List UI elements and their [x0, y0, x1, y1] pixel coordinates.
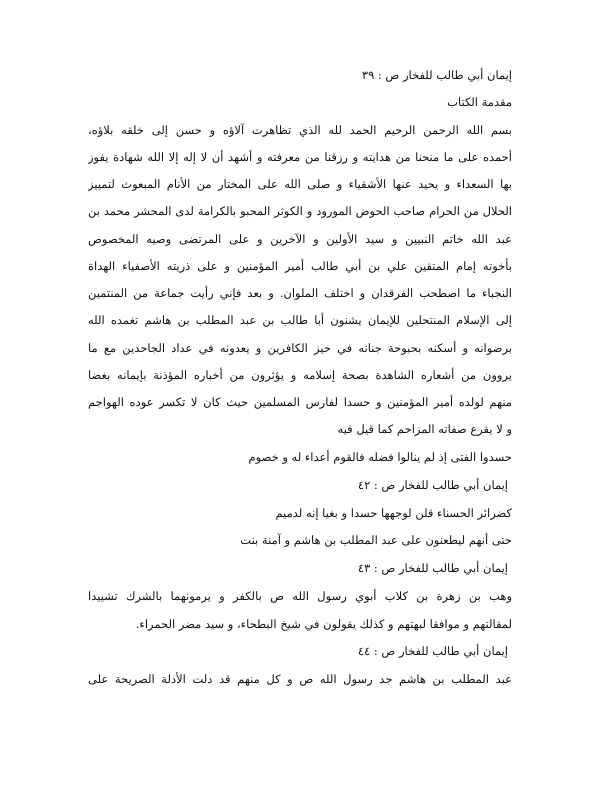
- paragraph-line: بسم الله الرحمن الرحيم الحمد لله الذي تظاهرت آلاؤه و حسن إلى خلقه بلاؤه،: [88, 123, 512, 137]
- paragraph-line: و لا يقرع صفاته المزاحم كما قيل فيه: [337, 422, 512, 436]
- body-line: وهب بن زهرة بن كلاب أبوي رسول الله ص بالكفر و يرمونهما بالشرك تشييدا: [88, 589, 512, 603]
- body-line: لمقالتهم و موافقا لبهتهم و كذلك يقولون في شيخ البطحاء، و سيد مضر الحمراء.: [135, 617, 512, 631]
- body-line: حتى أنهم ليطعنون على عبد المطلب بن هاشم و آمنة بنت: [240, 533, 512, 547]
- page-marker: إيمان أبي طالب للفخار ص : ٤٢: [357, 478, 508, 492]
- paragraph-line: منهم لولده أمير المؤمنين و حسدا لفارس المسلمين حيث كان لا تكسر عوده الهواجم: [88, 395, 512, 409]
- paragraph-line: النجباء ما اصطحب الفرقدان و اختلف الملوان. و بعد فإني رأيت جماعة من المنتمين: [88, 286, 512, 300]
- paragraph-line: أحمده على ما منحنا من هدايته و رزقنا من معرفته و أشهد أن لا إله إلا الله شهادة يفوز: [88, 150, 512, 164]
- paragraph-line: برضوانه و أسكنه بحبوحة جنانه في حيز الكافرين و يعدونه في عداد الجاحدين مع ما: [88, 341, 512, 355]
- section-title: مقدمة الكتاب: [447, 95, 512, 109]
- body-line: عبد المطلب بن هاشم جد رسول الله ص و كل منهم قد دلت الأدلة الصريحة على: [88, 672, 512, 686]
- paragraph-line: إلى الإسلام المنتحلين للإيمان يشنون أبا طالب بن عبد المطلب بن هاشم تغمده الله: [88, 313, 512, 327]
- paragraph-line: الحلال من الحرام صاحب الحوض المورود و الكوثر المحبو بالكرامة لدى المحشر محمد بن: [88, 204, 512, 218]
- paragraph-line: عبد الله خاتم النبيين و سيد الأولين و الآخرين و على المرتضى وصيه المخصوص: [88, 232, 512, 246]
- paragraph-line: بأخوته إمام المتقين علي بن أبي طالب أمير المؤمنين و على ذريته الأصفياء الهداة: [88, 259, 512, 273]
- body-line: كضرائر الحسناء قلن لوجهها حسدا و بغيا إنه لدميم: [275, 506, 512, 520]
- page-header: إيمان أبي طالب للفخار ص : ٣٩: [361, 68, 512, 82]
- page-marker: إيمان أبي طالب للفخار ص : ٤٤: [357, 644, 508, 658]
- page-marker: إيمان أبي طالب للفخار ص : ٤٣: [357, 561, 508, 575]
- verse-line: حسدوا الفتى إذ لم ينالوا فضله فالقوم أعداء له و خصوم: [248, 450, 512, 464]
- paragraph-line: بها السعداء و يحيد عنها الأشقياء و صلى الله على المختار من الأنام المبعوث لتمييز: [88, 177, 512, 191]
- paragraph-line: يروون من أشعاره الشاهدة بصحة إسلامه و يؤثرون من أخباره المؤذنة بإيمانه بغضا: [88, 368, 512, 382]
